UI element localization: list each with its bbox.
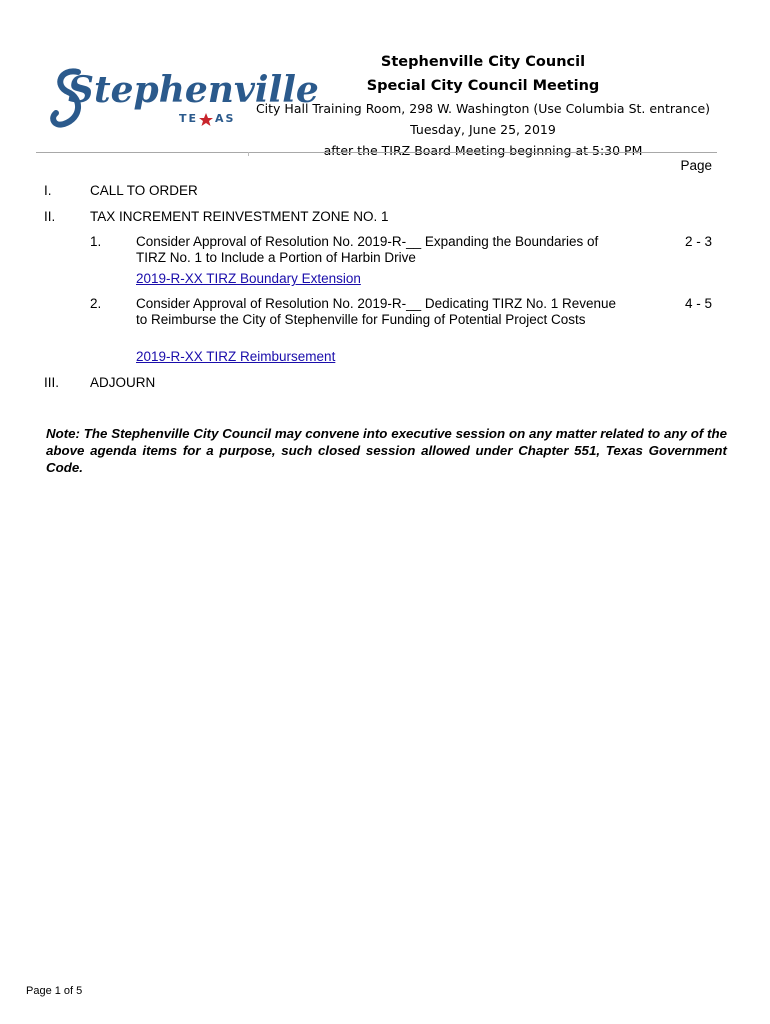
council-title: Stephenville City Council: [380, 54, 586, 70]
attachment-link[interactable]: 2019-R-XX TIRZ Reimbursement: [136, 349, 336, 364]
star-icon: [199, 113, 213, 126]
logo-state-right: AS: [215, 112, 236, 125]
agenda-item-1: [90, 234, 720, 286]
logo-wordmark: Stephenville: [68, 69, 319, 111]
meeting-time: after the TIRZ Board Meeting beginning at 5:30 PM: [323, 143, 643, 158]
meeting-header: [250, 50, 716, 161]
item-text: Consider Approval of Resolution No. 2019-R-__ Expanding the Boundaries of TIRZ No. 1 to Include a Portion of Harbin Drive: [136, 234, 599, 265]
agenda-item-2: [90, 296, 720, 366]
attachment-link[interactable]: 2019-R-XX TIRZ Boundary Extension: [136, 271, 361, 286]
page-column-label: Page: [680, 158, 712, 173]
section-number: I.: [44, 183, 52, 198]
meeting-title: Special City Council Meeting: [366, 78, 600, 94]
item-pages: 4 - 5: [684, 296, 712, 311]
section-title: TAX INCREMENT REINVESTMENT ZONE NO. 1: [90, 209, 389, 224]
executive-session-note: Note: The Stephenville City Council may convene into executive session on any matter related to any of the above agenda items for a purpose, such closed session allowed under Chapter 551, Texas Government Code.: [46, 426, 727, 475]
item-text: Consider Approval of Resolution No. 2019-R-__ Dedicating TIRZ No. 1 Revenue to Reimburse the City of Stephenville for Funding of Potential Project Costs: [136, 296, 617, 327]
divider-tick: [248, 152, 249, 156]
item-pages: 2 - 3: [684, 234, 712, 249]
header-divider: [36, 152, 717, 153]
section-number: II.: [44, 209, 56, 224]
section-title: CALL TO ORDER: [90, 183, 198, 198]
logo-state-left: TE: [179, 112, 199, 125]
stephenville-logo: [48, 58, 319, 140]
section-number: III.: [44, 375, 60, 390]
section-title: ADJOURN: [90, 375, 156, 390]
item-number: 2.: [90, 296, 102, 311]
page-footer: Page 1 of 5: [26, 985, 83, 997]
item-number: 1.: [90, 234, 102, 249]
meeting-location: City Hall Training Room, 298 W. Washington (Use Columbia St. entrance): [255, 101, 711, 116]
meeting-date: Tuesday, June 25, 2019: [410, 122, 556, 137]
